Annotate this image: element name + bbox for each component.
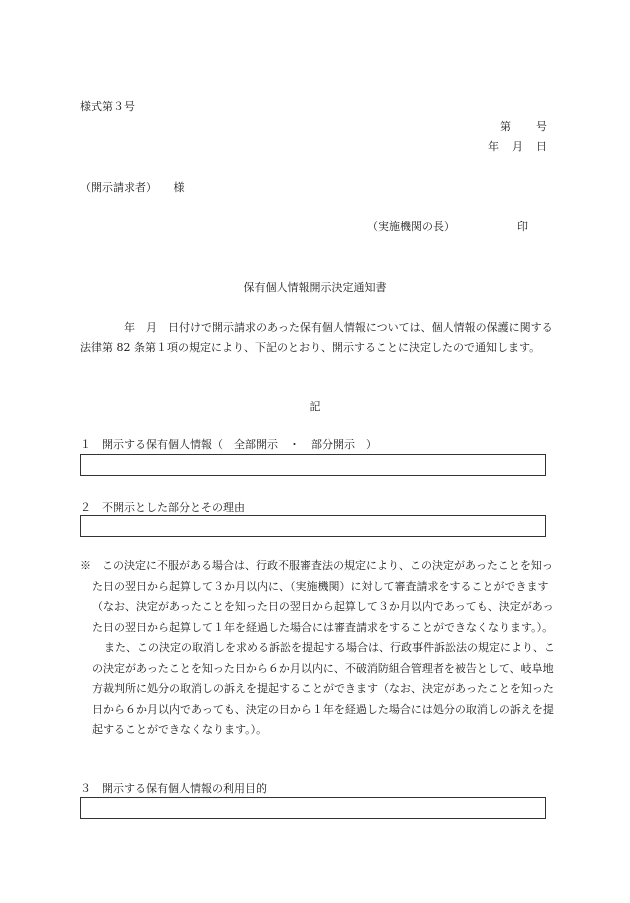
notice-paragraph-2: また、この決定の取消しを求める訴訟を提起する場合は、行政事件訴訟法の規定により、この決定があったことを知った日から６か月以内に、不破消防組合管理者を被告として、岐阜地方裁判所に処分の取消しの訴えを提起することができます（なお、決定があったことを知った日から６か月以内であっても、決定の日から１年を経過した場合には処分の取消しの訴えを提起することができなくなります。）。 [92,641,555,736]
section-2-label: ２ 不開示とした部分とその理由 [80,501,245,514]
ki-heading: 記 [309,400,321,413]
document-number: 第 号 [500,120,548,133]
issuer: （実施機関の長） [367,220,455,233]
section-1-label: １ 開示する保有個人情報（ 全部開示 ・ 部分開示 ） [80,438,377,451]
section-3-field[interactable] [80,797,546,819]
document-title: 保有個人情報開示決定通知書 [243,281,387,294]
seal-mark: 印 [517,220,528,233]
section-2-field[interactable] [80,515,546,537]
notice-block [80,556,556,741]
section-3-label: ３ 開示する保有個人情報の利用目的 [80,782,267,795]
section-1-field[interactable] [80,454,546,476]
notice-paragraph-1: ※ この決定に不服がある場合は、行政不服審査法の規定により、この決定があったことを知った日の翌日から起算して３か月以内に、（実施機関）に対して審査請求をすることができます（なお、決定があったことを知った日の翌日から起算して３か月以内であっても、決定があった日の翌日から起算して１年を経過した場合には審査請求をすることができなくなります。）。 [80,559,554,634]
body-paragraph: 年 月 日付けで開示請求のあった保有個人情報については、個人情報の保護に関する法律第 82 条第１項の規定により、下記のとおり、開示することに決定したので通知します。 [80,321,553,354]
form-number: 様式第３号 [80,100,135,113]
addressee: （開示請求者） 様 [80,181,185,194]
document-date: 年 月 日 [488,140,548,153]
